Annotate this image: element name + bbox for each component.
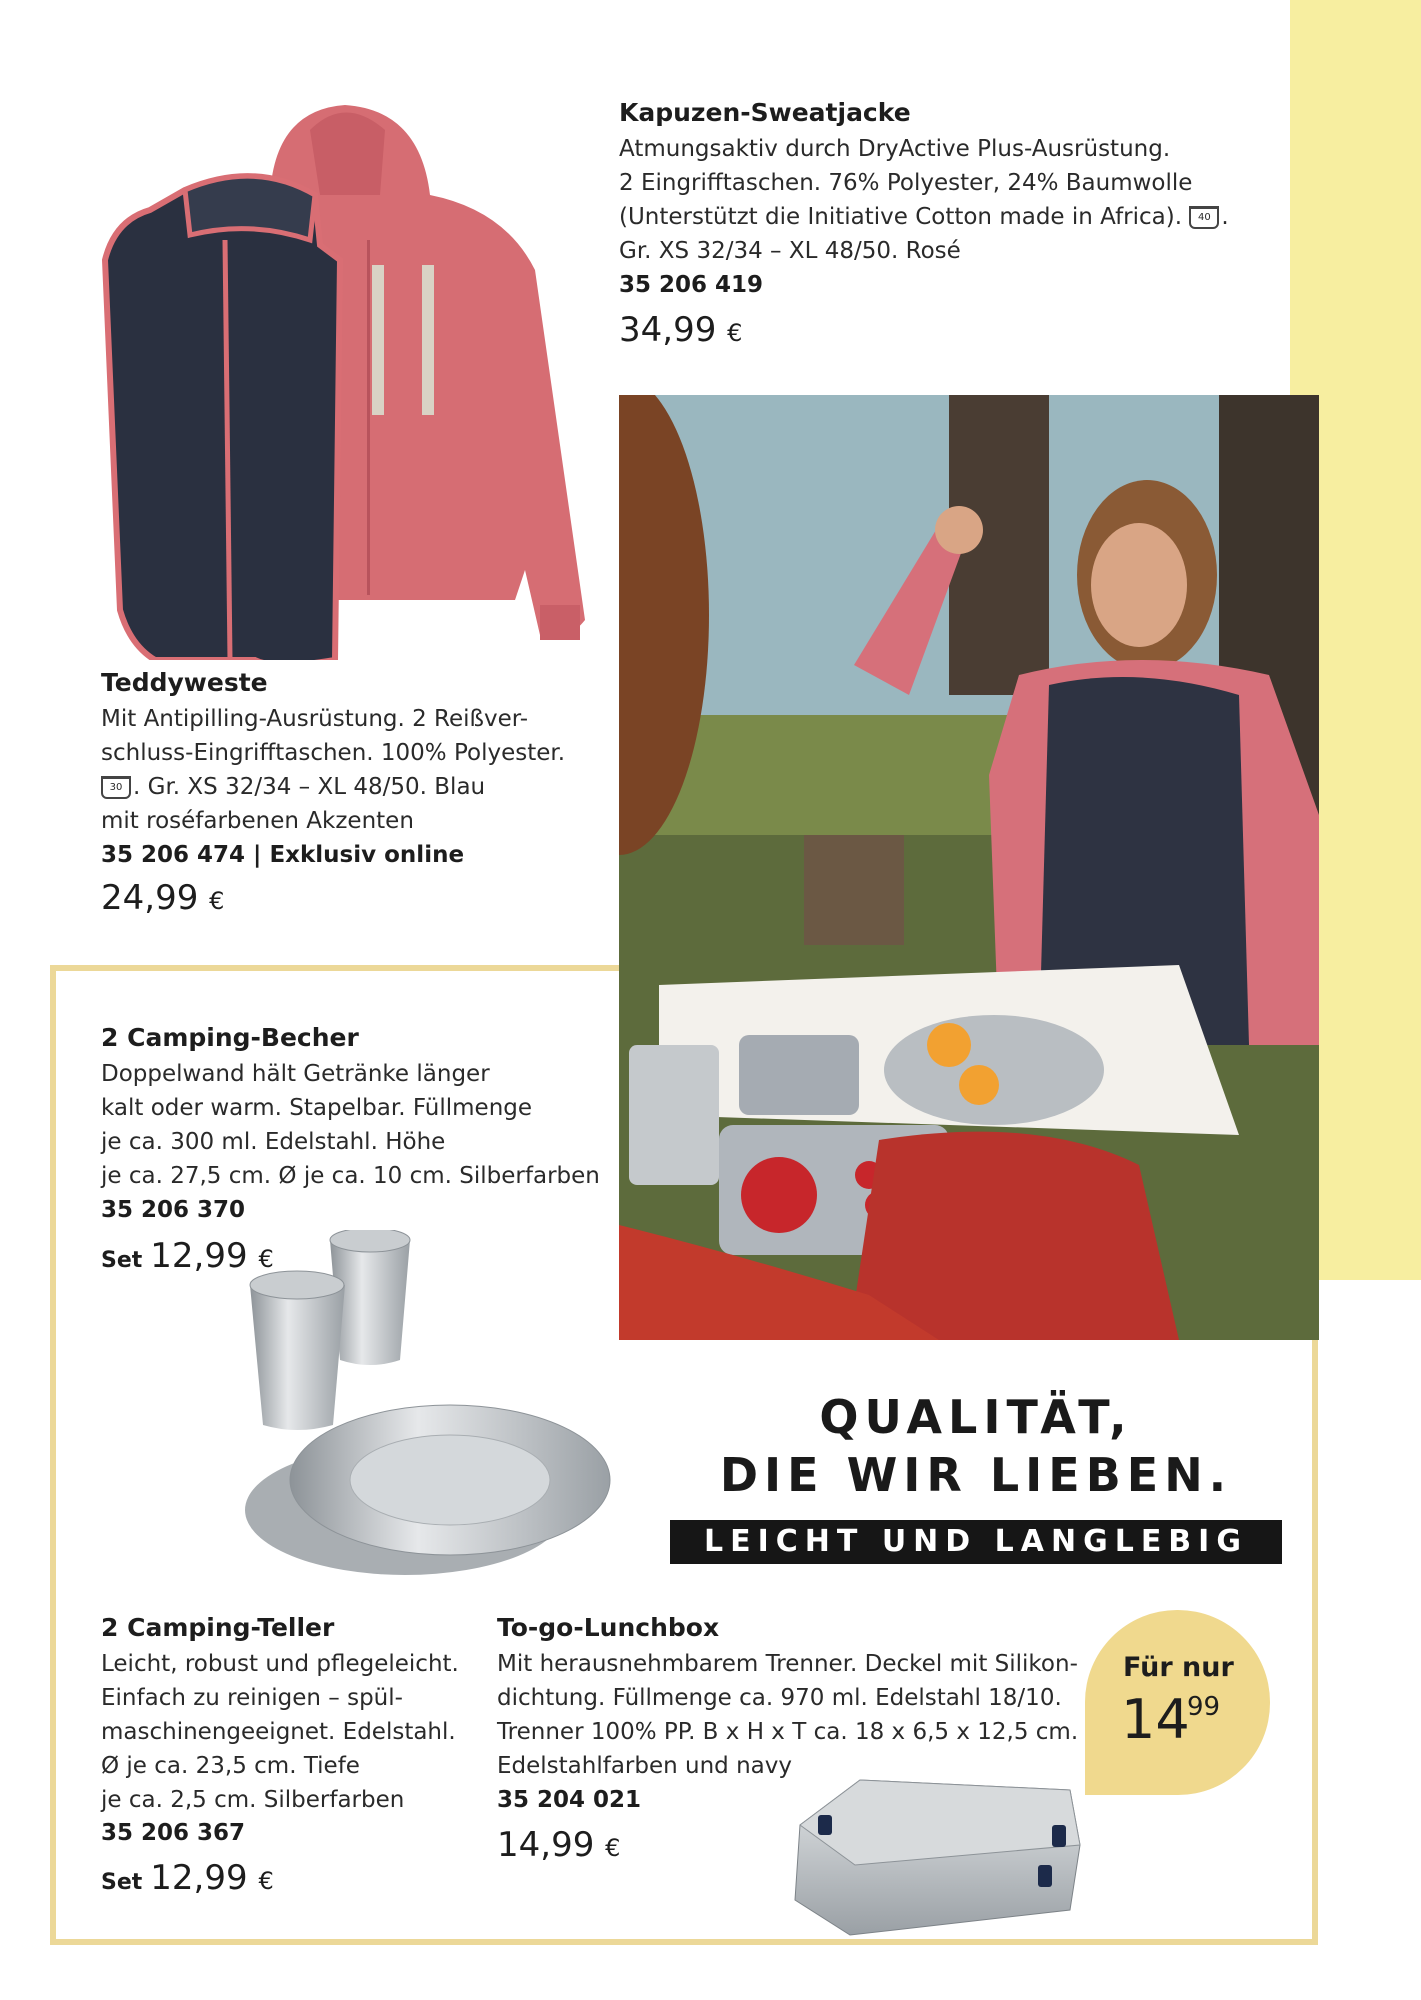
vest-desc-line: . Gr. XS 32/34 – XL 48/50. Blau <box>133 774 486 800</box>
plates-description <box>101 1647 459 1817</box>
apparel-product-image <box>95 100 595 660</box>
price-value: 12,99 <box>150 1858 248 1898</box>
vest-sku: 35 206 474 | Exklusiv online <box>101 842 465 868</box>
lunchbox-desc-line: Mit herausnehmbarem Trenner. Deckel mit Silikon- <box>497 1651 1078 1677</box>
currency: € <box>209 887 225 915</box>
vest-description <box>101 702 565 838</box>
hoodie-desc-line: Gr. XS 32/34 – XL 48/50. Rosé <box>619 238 961 264</box>
plates-desc-line: Leicht, robust und pflegeleicht. <box>101 1651 459 1677</box>
vest-desc-line: schluss-Eingrifftaschen. 100% Polyester. <box>101 740 566 766</box>
hoodie-desc-line: (Unterstützt die Initiative Cotton made in Africa). <box>619 204 1183 230</box>
cups-description <box>101 1057 600 1193</box>
set-label: Set <box>101 1248 143 1273</box>
slogan-line-1: QUALITÄT, <box>819 1390 1133 1444</box>
cups-desc-line: kalt oder warm. Stapelbar. Füllmenge <box>101 1095 533 1121</box>
vest-price <box>101 878 224 918</box>
lifestyle-photo <box>619 395 1319 1340</box>
vest-shape <box>105 176 340 660</box>
lunchbox-sku: 35 204 021 <box>497 1787 642 1813</box>
plates-price <box>101 1858 274 1898</box>
lunchbox-desc-line: Edelstahlfarben und navy <box>497 1753 792 1779</box>
hoodie-sku: 35 206 419 <box>619 272 764 298</box>
tagline-banner: LEICHT UND LANGLEBIG <box>670 1520 1282 1564</box>
wash-care-icon: 40 <box>1189 206 1219 229</box>
wash-care-icon: 30 <box>101 776 131 799</box>
lunchbox-desc-line: dichtung. Füllmenge ca. 970 ml. Edelstahl 18/10. <box>497 1685 1062 1711</box>
vest-desc-line: mit roséfarbenen Akzenten <box>101 808 414 834</box>
hoodie-desc-line: Atmungsaktiv durch DryActive Plus-Ausrüstung. <box>619 136 1171 162</box>
price-value: 14,99 <box>497 1825 595 1865</box>
slogan-line-2: DIE WIR LIEBEN. <box>719 1448 1233 1502</box>
badge-label: Für nur <box>1123 1652 1234 1683</box>
lunchbox-description <box>497 1647 1078 1783</box>
plates-desc-line: je ca. 2,5 cm. Silberfarben <box>101 1787 405 1813</box>
plates-title: 2 Camping-Teller <box>101 1613 335 1642</box>
price-value: 12,99 <box>150 1236 248 1276</box>
vest-title: Teddyweste <box>101 668 268 697</box>
price-value: 24,99 <box>101 878 199 918</box>
cups-title: 2 Camping-Becher <box>101 1023 359 1052</box>
badge-price-main: 14 <box>1121 1688 1190 1751</box>
hoodie-title: Kapuzen-Sweatjacke <box>619 98 911 127</box>
hoodie-price <box>619 310 742 350</box>
hoodie-desc-line: 2 Eingrifftaschen. 76% Polyester, 24% Baumwolle <box>619 170 1193 196</box>
currency: € <box>258 1245 274 1273</box>
cups-desc-line: je ca. 27,5 cm. Ø je ca. 10 cm. Silberfarben <box>101 1163 600 1189</box>
plates-desc-line: maschinengeeignet. Edelstahl. <box>101 1719 456 1745</box>
cups-desc-line: je ca. 300 ml. Edelstahl. Höhe <box>101 1129 446 1155</box>
cups-sku: 35 206 370 <box>101 1197 246 1223</box>
price-badge <box>1085 1610 1270 1795</box>
badge-price-cents: 99 <box>1187 1692 1221 1722</box>
cups-plates-product-image <box>235 1230 635 1600</box>
currency: € <box>727 319 743 347</box>
set-label: Set <box>101 1870 143 1895</box>
lunchbox-product-image <box>780 1770 1090 1940</box>
plates-sku: 35 206 367 <box>101 1820 246 1846</box>
hoodie-description: Atmungsaktiv durch DryActive Plus-Ausrüstung. 2 Eingrifftaschen. 76% Polyester, 24% Baumwolle (Unterstützt die Initiative Cotton made in Africa). 40 . Gr. XS 32/34 – XL 48/50. Rosé <box>619 132 1229 268</box>
plates-desc-line: Einfach zu reinigen – spül- <box>101 1685 403 1711</box>
lunchbox-desc-line: Trenner 100% PP. B x H x T ca. 18 x 6,5 x 12,5 cm. <box>497 1719 1079 1745</box>
lunchbox-clip <box>818 1815 832 1835</box>
plates-desc-line: Ø je ca. 23,5 cm. Tiefe <box>101 1753 360 1779</box>
vest-desc-line: Mit Antipilling-Ausrüstung. 2 Reißver- <box>101 706 529 732</box>
price-value: 34,99 <box>619 310 717 350</box>
currency: € <box>258 1867 274 1895</box>
lunchbox-title: To-go-Lunchbox <box>497 1613 720 1642</box>
lunchbox-price <box>497 1825 620 1865</box>
currency: € <box>605 1834 621 1862</box>
cups-desc-line: Doppelwand hält Getränke länger <box>101 1061 490 1087</box>
